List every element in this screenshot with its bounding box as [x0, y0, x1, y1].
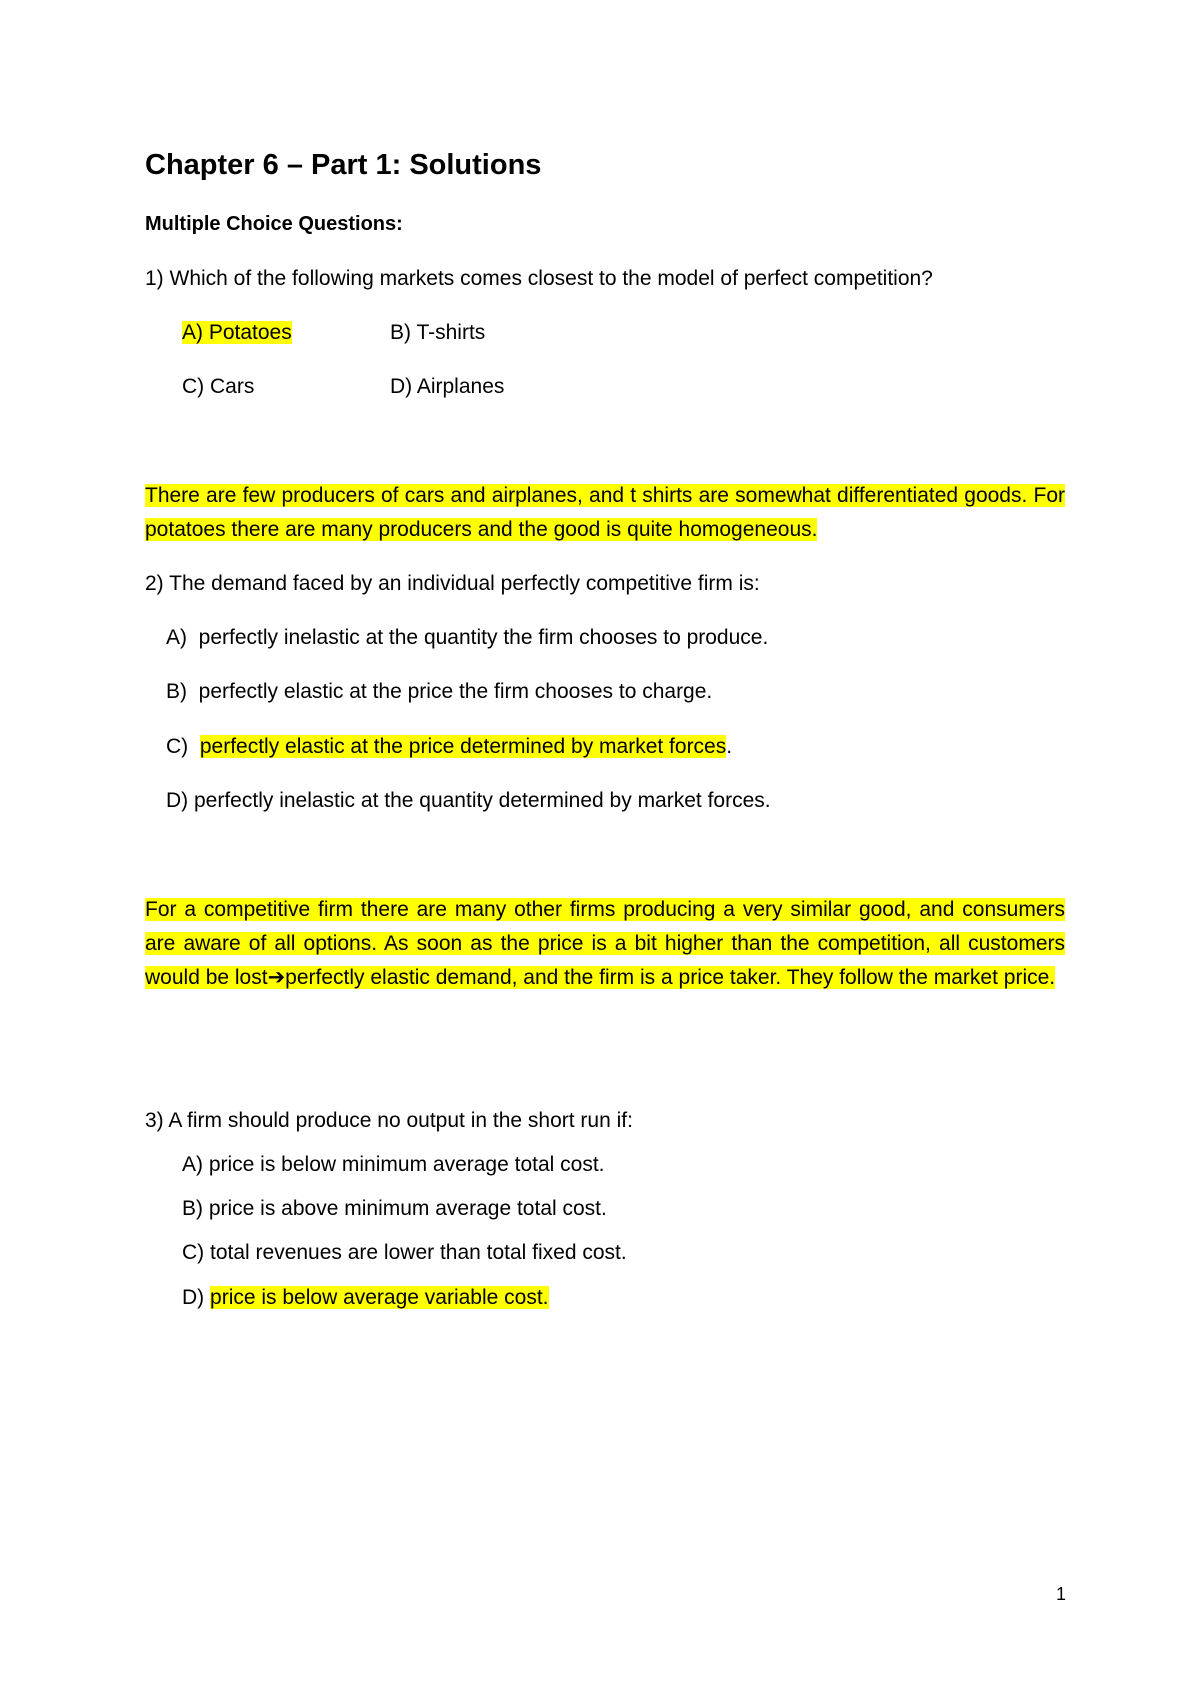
- q2-option-c: [166, 734, 732, 759]
- question-2: 2) The demand faced by an individual perfectly competitive firm is:: [145, 572, 760, 595]
- q3-option-d-label: D): [182, 1286, 205, 1309]
- q1-explanation-text: There are few producers of cars and airplanes, and t shirts are somewhat differentiated goods. For potatoes there are many producers and the good is quite homogeneous.: [145, 484, 1065, 541]
- q1-option-c: C) Cars: [182, 375, 255, 398]
- q2-option-b-label: B): [166, 680, 187, 703]
- q2-option-b: [166, 679, 712, 704]
- q1-option-d: D) Airplanes: [390, 375, 505, 398]
- page-title: Chapter 6 – Part 1: Solutions: [145, 149, 542, 181]
- q3-option-c: C) total revenues are lower than total fixed cost.: [182, 1241, 627, 1264]
- q2-explanation: [145, 893, 1065, 995]
- page-number: 1: [1056, 1584, 1067, 1604]
- section-heading: Multiple Choice Questions:: [145, 213, 403, 235]
- q2-option-c-label: C): [166, 735, 189, 758]
- q1-option-a-answer: A) Potatoes: [182, 321, 292, 344]
- q2-explanation-text: For a competitive firm there are many other firms producing a very similar good, and consumers are aware of all options. As soon as the price is a bit higher than the competition, all customers would be lost➔perfectly elastic demand, and the firm is a price taker. They follow the market price.: [145, 898, 1065, 989]
- q2-option-c-period: .: [726, 735, 733, 758]
- q1-option-a: [182, 320, 292, 345]
- question-1: 1) Which of the following markets comes closest to the model of perfect competition?: [145, 267, 933, 290]
- q1-explanation: [145, 479, 1065, 547]
- q2-option-a-text: perfectly inelastic at the quantity the firm chooses to produce.: [198, 626, 769, 649]
- q1-option-b: B) T-shirts: [390, 321, 486, 344]
- q2-option-c-answer: perfectly elastic at the price determined by market forces: [199, 735, 727, 758]
- q3-option-b: B) price is above minimum average total cost.: [182, 1197, 607, 1220]
- q3-option-d: [182, 1285, 549, 1310]
- question-3: 3) A firm should produce no output in the short run if:: [145, 1109, 633, 1132]
- q2-option-b-text: perfectly elastic at the price the firm chooses to charge.: [198, 680, 713, 703]
- q2-option-a-label: A): [166, 626, 187, 649]
- q3-option-a: A) price is below minimum average total cost.: [182, 1153, 605, 1176]
- q2-option-a: [166, 625, 768, 650]
- q2-option-d: D) perfectly inelastic at the quantity determined by market forces.: [166, 789, 771, 812]
- q3-option-d-answer: price is below average variable cost.: [210, 1286, 549, 1309]
